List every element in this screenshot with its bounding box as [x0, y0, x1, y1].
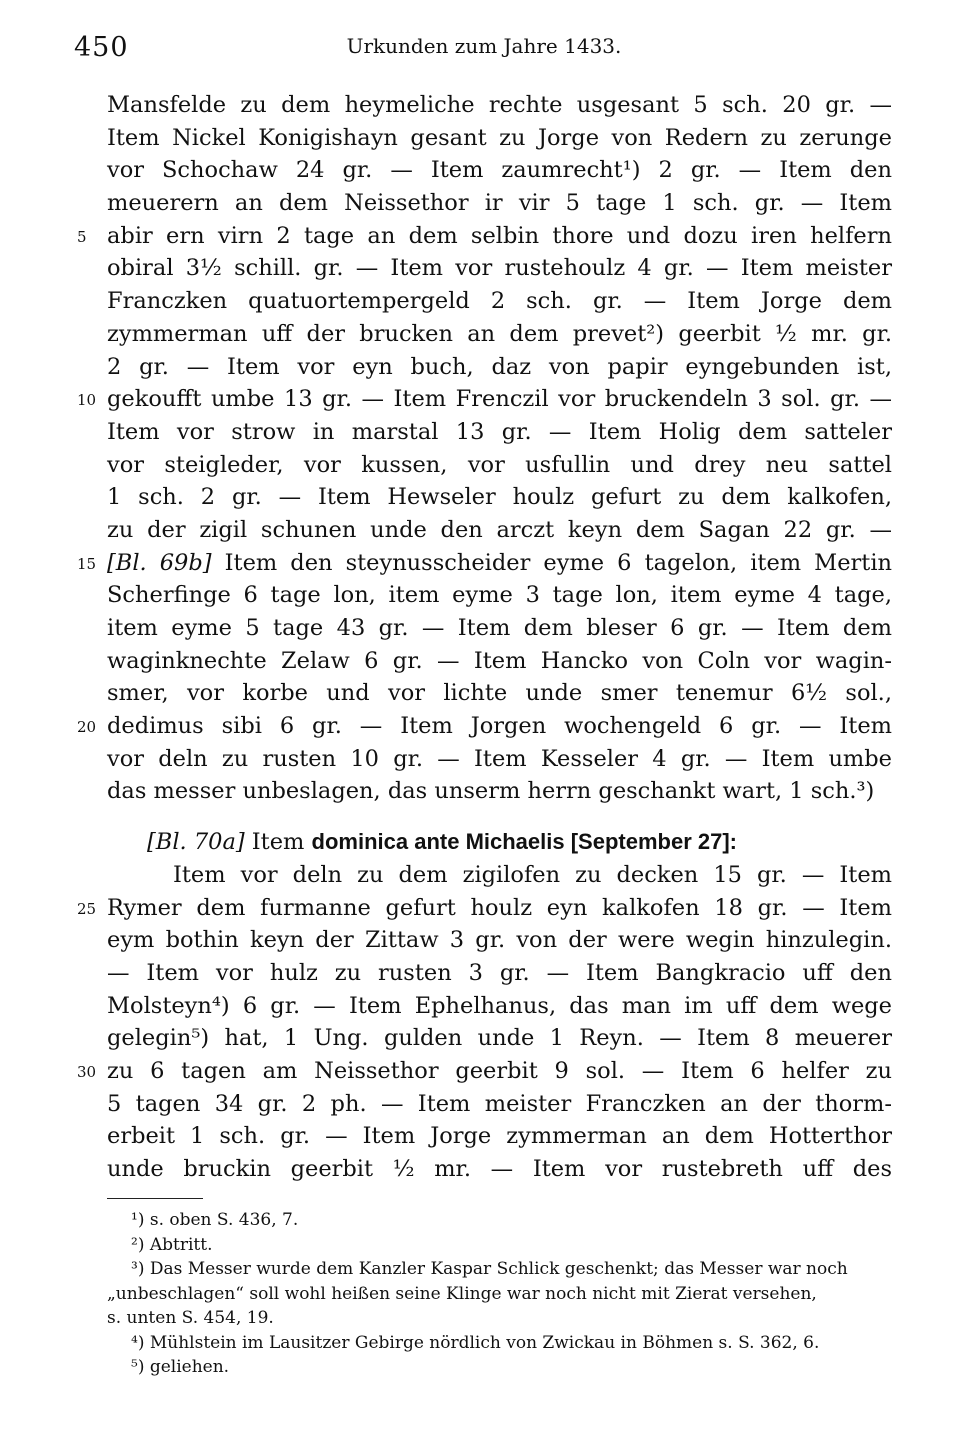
text-line — [107, 859, 892, 892]
footnote-rule — [107, 1198, 203, 1199]
line-text: obiral 3½ schill. gr. — Item vor rustehoulz 4 gr. — Item meister — [107, 255, 892, 282]
line-text: zu der zigil schunen unde den arczt keyn dem Sagan 22 gr. — — [107, 516, 892, 543]
text-line — [107, 579, 892, 612]
page-header — [74, 32, 894, 72]
line-text: item eyme 5 tage 43 gr. — Item dem bleser 6 gr. — Item dem — [107, 615, 892, 641]
line-number: 20 — [77, 718, 97, 737]
text-line — [107, 743, 892, 776]
line-text: erbeit 1 sch. gr. — Item Jorge zymmerman an dem Hotterthor — [107, 1123, 892, 1150]
line-text: 1 sch. 2 gr. — Item Hewseler houlz gefurt zu dem kalkofen, — [107, 484, 892, 511]
footnote-line: ⁵) geliehen. — [131, 1357, 230, 1377]
text-line — [107, 924, 892, 957]
text-line — [107, 481, 892, 514]
text-line — [107, 1120, 892, 1153]
text-line — [107, 351, 892, 384]
line-text: zymmerman uff der brucken an dem prevet²) geerbit ½ mr. gr. — [107, 320, 892, 347]
footnotes — [107, 1208, 892, 1380]
line-text: Item vor deln zu dem zigilofen zu decken 15 gr. — Item — [173, 861, 892, 888]
line-text: Molsteyn⁴) 6 gr. — Item Ephelhanus, das man im uff dem wege — [107, 992, 892, 1019]
text-line — [107, 514, 892, 547]
text-line — [107, 1088, 892, 1121]
text-line — [107, 154, 892, 187]
text-line — [77, 220, 892, 253]
text-line — [107, 1153, 892, 1186]
footnote-line: ¹) s. oben S. 436, 7. — [131, 1210, 299, 1230]
line-number: 15 — [77, 554, 97, 573]
line-text: vor Schochaw 24 gr. — Item zaumrecht¹) 2 gr. — Item den — [107, 157, 892, 184]
line-text: vor deln zu rusten 10 gr. — Item Kesseler 4 gr. — Item umbe — [107, 745, 892, 772]
text-line — [107, 677, 892, 710]
line-text: Item — [244, 829, 312, 856]
footnote-line: s. unten S. 454, 19. — [107, 1308, 274, 1328]
text-line — [107, 89, 892, 122]
date-heading: dominica ante Michaelis [September 27]: — [311, 829, 737, 855]
line-text: unde bruckin geerbit ½ mr. — Item vor rustebreth uff des — [107, 1156, 892, 1182]
text-line — [107, 1022, 892, 1055]
text-line — [77, 547, 893, 580]
text-line — [107, 416, 892, 449]
line-text: dedimus sibi 6 gr. — Item Jorgen wochengeld 6 gr. — Item — [107, 713, 892, 740]
text-line — [107, 612, 892, 645]
line-text: Rymer dem furmanne gefurt houlz eyn kalkofen 18 gr. — Item — [107, 894, 892, 921]
text-line — [107, 122, 892, 155]
line-number: 25 — [77, 899, 97, 918]
line-text: smer, vor korbe und vor lichte unde smer tenemur 6½ sol., — [107, 680, 892, 707]
text-line — [107, 645, 892, 678]
text-line — [107, 285, 892, 318]
line-text: eym bothin keyn der Zittaw 3 gr. von der were wegin hinzulegin. — [107, 927, 892, 954]
text-line — [107, 318, 892, 351]
line-text: Mansfelde zu dem heymeliche rechte usgesant 5 sch. 20 gr. — — [107, 92, 892, 118]
body-text — [77, 89, 893, 1186]
line-text: das messer unbeslagen, das unserm herrn geschankt wart, 1 sch.³) — [107, 778, 875, 805]
text-line — [107, 990, 892, 1023]
line-text: waginknechte Zelaw 6 gr. — Item Hancko von Coln vor wagin- — [107, 647, 892, 674]
line-number: 10 — [77, 391, 97, 410]
text-line — [77, 710, 892, 743]
line-text: Item den steynusscheider eyme 6 tagelon, item Mertin — [211, 549, 893, 576]
text-line — [77, 383, 892, 416]
line-text: Item Nickel Konigishayn gesant zu Jorge von Redern zu zerunge — [107, 124, 892, 151]
text-line — [77, 1055, 892, 1088]
text-line — [77, 892, 892, 925]
line-text: Scherfinge 6 tage lon, item eyme 3 tage lon, item eyme 4 tage, — [107, 582, 892, 609]
line-text: Item vor strow in marstal 13 gr. — Item Holig dem satteler — [107, 418, 892, 445]
footnote-line: ⁴) Mühlstein im Lausitzer Gebirge nördlich von Zwickau in Böhmen s. S. 362, 6. — [131, 1332, 820, 1353]
line-text: Franczken quatuortempergeld 2 sch. gr. — Item Jorge dem — [107, 288, 892, 315]
footnote-line: ²) Abtritt. — [131, 1234, 213, 1255]
line-text: zu 6 tagen am Neissethor geerbit 9 sol. — Item 6 helfer zu — [107, 1057, 892, 1084]
line-text: vor steigleder, vor kussen, vor usfullin und drey neu sattel — [107, 451, 892, 478]
page-number: 450 — [74, 32, 129, 63]
line-text: meuerern an dem Neissethor ir vir 5 tage 1 sch. gr. — Item — [107, 190, 892, 217]
running-head: Urkunden zum Jahre 1433. — [346, 34, 622, 58]
line-number: 5 — [77, 227, 87, 246]
line-text: 2 gr. — Item vor eyn buch, daz von papir eyngebunden ist, — [107, 353, 892, 380]
text-line — [107, 775, 892, 808]
line-text: gelegin⁵) hat, 1 Ung. gulden unde 1 Reyn. — Item 8 meuerer — [107, 1025, 892, 1052]
text-line — [107, 449, 892, 482]
line-text: — Item vor hulz zu rusten 3 gr. — Item Bangkracio uff den — [107, 959, 892, 986]
line-text: abir ern virn 2 tage an dem selbin thore und dozu iren helfern — [107, 222, 892, 249]
text-line — [107, 187, 892, 220]
footnote-line: „unbeschlagen“ soll wohl heißen seine Klinge war noch nicht mit Zierat versehen, — [107, 1283, 817, 1304]
folio-reference: [Bl. 69b] — [107, 549, 212, 576]
line-number: 30 — [77, 1062, 97, 1081]
text-line — [107, 252, 892, 285]
text-line — [107, 957, 892, 990]
line-text: 5 tagen 34 gr. 2 ph. — Item meister Franczken an der thorm- — [107, 1090, 892, 1117]
footnote-line: ³) Das Messer wurde dem Kanzler Kaspar Schlick geschenkt; das Messer war noch — [131, 1259, 848, 1279]
section-heading — [107, 826, 892, 859]
line-text: gekoufft umbe 13 gr. — Item Frenczil vor bruckendeln 3 sol. gr. — — [107, 386, 892, 413]
folio-reference: [Bl. 70a] — [147, 829, 245, 856]
